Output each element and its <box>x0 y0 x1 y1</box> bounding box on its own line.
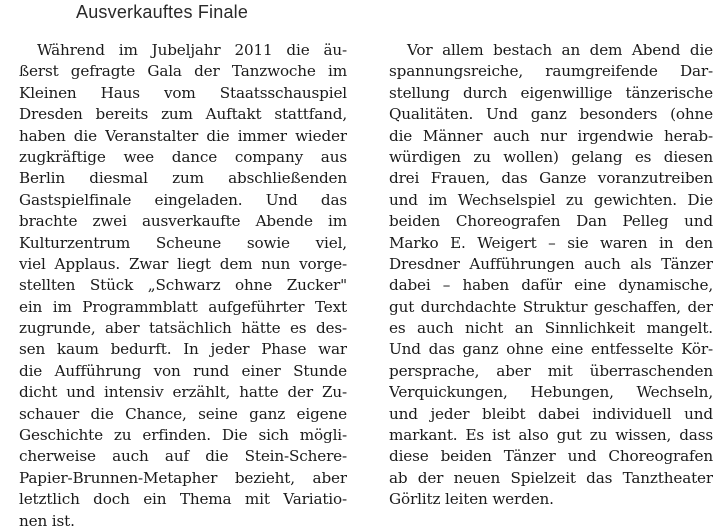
text-line: zugkräftige wee dance company aus <box>19 147 347 166</box>
text-line: beiden Choreografen Dan Pelleg und <box>389 212 713 231</box>
text-line: gut durchdachte Struktur geschaffen, der <box>389 297 713 316</box>
text-line: Kleinen Haus vom Staatsschauspiel <box>19 83 347 102</box>
article-headline: Ausverkauftes Finale <box>76 2 249 22</box>
text-line: und im Wechselspiel zu gewichten. Die <box>389 190 713 209</box>
text-line: Berlin diesmal zum abschließenden <box>19 169 347 188</box>
text-line: ßerst gefragte Gala der Tanzwoche im <box>19 62 347 81</box>
text-line: Qualitäten. Und ganz besonders (ohne <box>389 105 713 124</box>
text-line: brachte zwei ausverkaufte Abende im <box>19 212 347 231</box>
text-line: und jeder bleibt dabei individuell und <box>389 404 713 423</box>
text-line: Vor allem bestach an dem Abend die <box>407 41 713 59</box>
text-line: letztlich doch ein Thema mit Variatio- <box>19 490 347 509</box>
text-line: Kulturzentrum Scheune sowie viel, <box>19 233 347 252</box>
text-line: Und das ganz ohne eine entfesselte Kör- <box>389 340 713 359</box>
text-line: ab der neuen Spielzeit das Tanztheater <box>389 468 713 487</box>
left-column <box>19 40 347 532</box>
text-line: dicht und intensiv erzählt, hatte der Zu- <box>19 383 347 402</box>
text-line: Dresden bereits zum Auftakt stattfand, <box>19 105 347 124</box>
text-line: markant. Es ist also gut zu wissen, dass <box>389 426 713 445</box>
text-line: persprache, aber mit überraschenden <box>389 361 713 380</box>
text-line: diese beiden Tänzer und Choreografen <box>389 447 713 466</box>
text-line: schauer die Chance, seine ganz eigene <box>19 404 347 423</box>
text-line: ein im Programmblatt aufgeführter Text <box>19 297 347 316</box>
text-line: Gastspielfinale eingeladen. Und das <box>19 190 347 209</box>
text-line: Marko E. Weigert – sie waren in den <box>389 233 713 252</box>
text-line: viel Applaus. Zwar liegt dem nun vorge- <box>19 254 347 273</box>
text-line: würdigen zu wollen) gelang es diesen <box>389 147 713 166</box>
text-line: sen kaum bedurft. In jeder Phase war <box>19 340 347 359</box>
text-line: stellung durch eigenwillige tänzerische <box>389 83 713 102</box>
text-line: Geschichte zu erfinden. Die sich mögli- <box>19 426 347 445</box>
text-line: Verquickungen, Hebungen, Wechseln, <box>389 383 713 402</box>
text-line: Papier-Brunnen-Metapher bezieht, aber <box>19 468 347 487</box>
text-line: haben die Veranstalter die immer wieder <box>19 126 347 145</box>
text-line: zugrunde, aber tatsächlich hätte es des- <box>19 319 347 338</box>
text-line: spannungsreiche, raumgreifende Dar- <box>389 62 713 81</box>
text-line: Dresdner Aufführungen auch als Tänzer <box>389 254 713 273</box>
text-line: drei Frauen, das Ganze voranzutreiben <box>389 169 713 188</box>
text-line: cherweise auch auf die Stein-Schere- <box>19 447 347 466</box>
text-line: Während im Jubeljahr 2011 die äu- <box>37 41 347 59</box>
right-column <box>389 40 713 511</box>
text-line: dabei – haben dafür eine dynamische, <box>389 276 713 295</box>
text-line: die Männer auch nur irgendwie herab- <box>389 126 713 145</box>
text-line: die Aufführung von rund einer Stunde <box>19 361 347 380</box>
text-line: stellten Stück „Schwarz ohne Zucker" <box>19 276 347 295</box>
text-line: Görlitz leiten werden. <box>389 490 554 509</box>
text-line: es auch nicht an Sinnlichkeit mangelt. <box>389 319 713 338</box>
text-line: nen ist. <box>19 511 75 530</box>
